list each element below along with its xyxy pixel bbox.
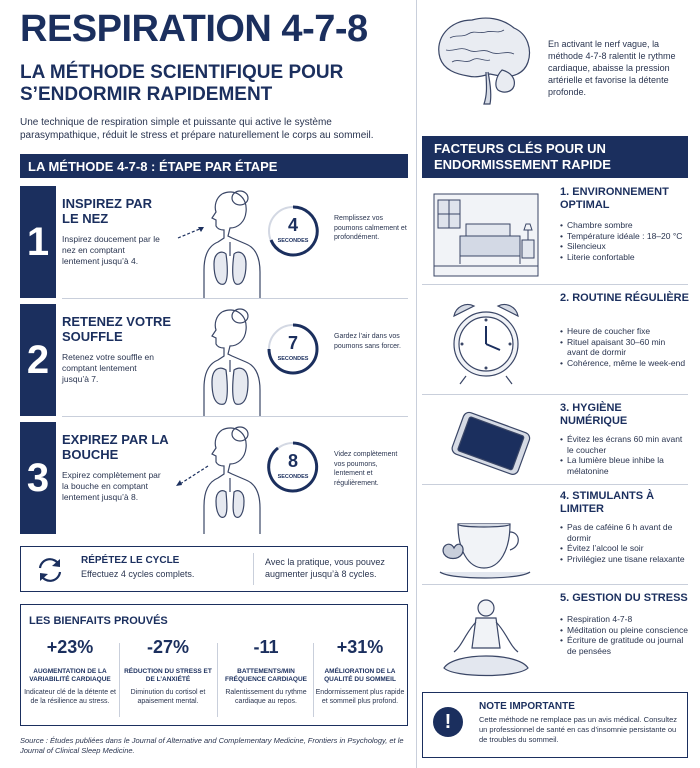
step-number: 2 bbox=[20, 304, 56, 416]
divider bbox=[253, 553, 254, 585]
step-tip: Gardez l’air dans vos poumons sans forcer. bbox=[334, 333, 401, 350]
factor-title: 1. ENVIRONNEMENT OPTIMAL bbox=[560, 186, 669, 211]
smartphone-icon bbox=[430, 406, 542, 496]
source-citation: Source : Études publiées dans le Journal of Alternative and Complementary Medicine, Frontiers in Psychology, et le Journal of Clinical Sleep Medicine. bbox=[20, 736, 404, 755]
seconds-unit: SECONDES bbox=[277, 238, 309, 244]
factor-environment bbox=[422, 186, 688, 282]
important-text: Cette méthode ne remplace pas un avis médical. Consultez un professionnel de santé en cas d’insomnie persistante ou de troubles du sommeil. bbox=[479, 715, 678, 744]
countdown-circle bbox=[266, 440, 320, 494]
list-item: • La lumière bleue inhibe la mélatonine bbox=[560, 455, 688, 476]
method-banner: LA MÉTHODE 4-7-8 : ÉTAPE PAR ÉTAPE bbox=[20, 154, 408, 178]
seconds-count: 7 bbox=[287, 333, 298, 353]
list-item: • Pas de caféine 6 h avant de dormir bbox=[560, 522, 688, 543]
page-title: RESPIRATION 4-7-8 bbox=[20, 8, 368, 50]
divider bbox=[217, 643, 218, 717]
tea-cup-icon bbox=[430, 494, 542, 584]
factor-digital bbox=[422, 402, 688, 482]
list-item: • Écriture de gratitude ou journal de pensées bbox=[560, 635, 688, 656]
benefit-value: +23% bbox=[46, 637, 94, 657]
column-divider bbox=[416, 0, 417, 768]
important-title: NOTE IMPORTANTE bbox=[479, 701, 575, 712]
benefit-text: Ralentissement du rythme cardiaque au repos. bbox=[225, 689, 307, 705]
benefit-value: -11 bbox=[253, 637, 279, 657]
benefit-item bbox=[219, 637, 313, 723]
repeat-note: Avec la pratique, vous pouvez augmenter jusqu’à 8 cycles. bbox=[265, 557, 385, 579]
list-item: • Heure de coucher fixe bbox=[560, 326, 688, 337]
repeat-title: RÉPÉTEZ LE CYCLE bbox=[81, 555, 180, 566]
benefit-text: Endormissement plus rapide et sommeil plus profond. bbox=[315, 689, 405, 705]
repeat-cycle-box bbox=[20, 546, 408, 592]
divider bbox=[422, 584, 688, 585]
countdown-circle bbox=[266, 322, 320, 376]
list-item: • Cohérence, même le week-end bbox=[560, 358, 688, 369]
step-title: RETENEZ VOTRE SOUFFLE bbox=[62, 314, 172, 344]
intro-text: Une technique de respiration simple et puissante qui active le système parasympathique, réduit le stress et prépare naturellement le corps au sommeil. bbox=[20, 117, 374, 141]
benefit-item bbox=[313, 637, 407, 723]
alarm-clock-icon bbox=[430, 296, 542, 386]
list-item: • Évitez l’alcool le soir bbox=[560, 543, 688, 554]
factor-title: 4. STIMULANTS À LIMITER bbox=[560, 490, 655, 515]
benefit-item bbox=[23, 637, 117, 723]
step-1 bbox=[20, 186, 408, 298]
step-tip: Videz complètement vos poumons, lentement et régulièrement. bbox=[334, 451, 398, 487]
important-note-box bbox=[422, 692, 688, 758]
factor-stimulants bbox=[422, 490, 688, 580]
list-item: • Évitez les écrans 60 min avant le coucher bbox=[560, 434, 688, 455]
list-item: • Literie confortable bbox=[560, 252, 688, 263]
factor-title: 3. HYGIÈNE NUMÉRIQUE bbox=[560, 402, 628, 427]
step-description: Retenez votre souffle en comptant lentement jusqu’à 7. bbox=[62, 352, 154, 384]
inhale-figure-icon bbox=[170, 186, 270, 298]
step-number: 3 bbox=[20, 422, 56, 534]
countdown-circle bbox=[266, 204, 320, 258]
benefits-box bbox=[20, 604, 408, 726]
factor-stress bbox=[422, 592, 688, 686]
benefit-value: -27% bbox=[146, 637, 190, 657]
exclamation-icon: ! bbox=[433, 707, 463, 737]
factor-list bbox=[560, 434, 688, 476]
benefit-label: BATTEMENTS/MIN FRÉQUENCE CARDIAQUE bbox=[225, 668, 307, 683]
seconds-count: 4 bbox=[287, 215, 298, 235]
exhale-figure-icon bbox=[170, 422, 270, 534]
divider bbox=[62, 298, 408, 299]
step-2 bbox=[20, 304, 408, 416]
divider bbox=[119, 643, 120, 717]
list-item: • Rituel apaisant 30–60 min avant de dormir bbox=[560, 337, 688, 358]
factor-list bbox=[560, 614, 688, 656]
seconds-unit: SECONDES bbox=[277, 474, 309, 480]
step-3 bbox=[20, 422, 408, 534]
list-item: • Méditation ou pleine conscience bbox=[560, 625, 688, 636]
divider bbox=[422, 484, 688, 485]
benefits-title: LES BIENFAITS PROUVÉS bbox=[29, 615, 168, 627]
benefit-item bbox=[121, 637, 215, 723]
seconds-unit: SECONDES bbox=[277, 356, 309, 362]
factor-list bbox=[560, 326, 688, 368]
factors-banner: FACTEURS CLÉS POUR UN ENDORMISSEMENT RAPIDE bbox=[422, 136, 688, 178]
step-tip: Remplissez vos poumons calmement et profondément. bbox=[334, 215, 407, 241]
factor-list bbox=[560, 522, 688, 564]
repeat-subtitle: Effectuez 4 cycles complets. bbox=[81, 569, 195, 579]
step-title: EXPIREZ PAR LA BOUCHE bbox=[62, 432, 169, 462]
factor-list bbox=[560, 220, 688, 262]
page-subtitle: LA MÉTHODE SCIENTIFIQUE POUR S’ENDORMIR RAPIDEMENT bbox=[20, 62, 344, 105]
divider bbox=[62, 416, 408, 417]
divider bbox=[422, 394, 688, 395]
step-number: 1 bbox=[20, 186, 56, 298]
benefit-label: AMÉLIORATION DE LA QUALITÉ DU SOMMEIL bbox=[324, 668, 396, 683]
meditation-icon bbox=[430, 596, 542, 686]
factor-title: 5. GESTION DU STRESS bbox=[560, 592, 688, 604]
benefit-text: Diminution du cortisol et apaisement mental. bbox=[130, 689, 206, 705]
step-title: INSPIREZ PAR LE NEZ bbox=[62, 196, 153, 226]
step-description: Inspirez doucement par le nez en comptant lentement jusqu’à 4. bbox=[62, 234, 160, 266]
step-description: Expirez complètement par la bouche en comptant lentement jusqu’à 8. bbox=[62, 470, 161, 502]
list-item: • Privilégiez une tisane relaxante bbox=[560, 554, 688, 565]
brain-icon bbox=[428, 14, 538, 110]
hold-breath-figure-icon bbox=[170, 304, 270, 416]
divider bbox=[422, 284, 688, 285]
list-item: • Silencieux bbox=[560, 241, 688, 252]
benefit-text: Indicateur clé de la détente et de la résilience au stress. bbox=[24, 689, 116, 705]
vagus-note: En activant le nerf vague, la méthode 4-7-8 ralentit le rythme cardiaque, abaisse la pression artérielle et favorise la détente profonde. bbox=[548, 39, 676, 97]
benefit-label: RÉDUCTION DU STRESS ET DE L’ANXIÉTÉ bbox=[124, 668, 212, 683]
factor-routine bbox=[422, 292, 688, 392]
benefit-label: AUGMENTATION DE LA VARIABILITÉ CARDIAQUE bbox=[29, 668, 111, 683]
bedroom-icon bbox=[430, 190, 542, 280]
list-item: • Température idéale : 18–20 °C bbox=[560, 231, 688, 242]
list-item: • Chambre sombre bbox=[560, 220, 688, 231]
seconds-count: 8 bbox=[287, 451, 298, 471]
benefit-value: +31% bbox=[336, 637, 384, 657]
factor-title: 2. ROUTINE RÉGULIÈRE bbox=[560, 292, 689, 304]
list-item: • Respiration 4-7-8 bbox=[560, 614, 688, 625]
cycle-arrows-icon bbox=[35, 556, 65, 584]
